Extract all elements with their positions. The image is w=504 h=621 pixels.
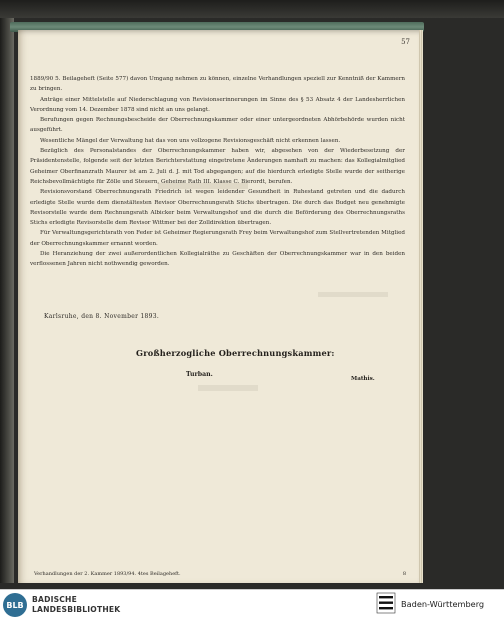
signature-right: Mathis. <box>351 376 375 382</box>
paragraph-3: Berufungen gegen Rechnungsbescheide der Oberrechnungskammer oder einer untergeordneten Abhörbehörde wurden nicht ausgeführt. <box>30 117 405 134</box>
page-stack-edge <box>419 30 423 583</box>
paragraph-2: Anträge einer Mittelstelle auf Niederschlagung von Revisionserinnerungen im Sinne des § 53 Absatz 4 der Landesherrlichen Verordnung vom 14. Dezember 1878 sind nicht an uns gelangt. <box>30 96 405 113</box>
baden-wuerttemberg-emblem-icon <box>376 592 396 614</box>
book-cover-edge <box>0 18 14 583</box>
paragraph-7: Für Verwaltungsgerichtsrath von Feder ist Geheimer Regierungsrath Frey beim Verwaltungshof zum Stellvertretenden Mitglied der Oberrechnungskammer ernannt worden. <box>30 230 405 247</box>
paragraph-6: Revisionsvorstand Oberrechnungsrath Friedrich ist wegen leidender Gesundheit in Ruhestand getreten und die dadurch erledigte Stelle wurde dem dienstältesten Revisor Oberrechnungsrath Stichs übertragen. Die durch das Budget neu genehmigte Revisorstelle wurde dem Rechnungsrath Albicker beim Verwaltungshof und die durch die Beförderung des Oberrechnungsraths Stichs erledigte Revisorstelle dem Revisor Wittmer bei der Zolldirektion übertragen. <box>30 189 405 227</box>
state-name[interactable]: Baden-Württemberg <box>401 599 485 609</box>
paragraph-8: Die Heranziehung der zwei außerordentlichen Kollegialräthe zu Geschäften der Oberrechnungskammer war in den beiden verflossenen Jahren nicht nothwendig geworden. <box>30 251 405 268</box>
paragraph-4: Wesentliche Mängel der Verwaltung hat das von uns vollzogene Revisionsgeschäft nicht erkennen lassen. <box>40 137 341 144</box>
paragraph-5: Bezüglich des Personalstandes der Oberrechnungskammer haben wir, abgesehen von der Wiederbesetzung der Präsidentenstelle, folgende seit der letzten Berichterstattung eingetretene Änderungen namhaft zu machen: das Kollegialmitglied Geheimer Oberfinanzrath Maurer ist am 2. Juli d. J. mit Tod abgegangen; auf die hierdurch erledigte Stelle wurde der seitherige Reichsbevollmächtigte für Zölle und Steuern, Geheime Rath III. Klasse C. Bierordt, berufen. <box>30 148 405 185</box>
paragraph-1: 1889/90 5. Beilageheft (Seite 577) davon Umgang nehmen zu können, einzelne Verhandlungen speziell zur Kenntniß der Kammern zu bringen. <box>30 76 405 93</box>
page-number: 57 <box>401 38 410 46</box>
book-top-shadow <box>0 0 504 18</box>
body-text <box>30 74 405 270</box>
document-page <box>18 30 420 583</box>
issuing-authority: Großherzogliche Oberrechnungskammer: <box>136 348 335 358</box>
page-footer: Verhandlungen der 2. Kammer 1893/94. 4tes Beilageheft. <box>34 571 181 577</box>
bleed-through-mark <box>198 385 258 391</box>
blb-logo[interactable]: BLB <box>3 593 27 617</box>
signature-left: Turban. <box>186 371 213 378</box>
bleed-through-mark <box>158 183 248 189</box>
bleed-through-mark <box>318 292 388 297</box>
library-name[interactable]: BADISCHE LANDESBIBLIOTHEK <box>32 595 121 614</box>
sheet-number: 8 <box>402 571 406 577</box>
date-line: Karlsruhe, den 8. November 1893. <box>44 313 160 320</box>
